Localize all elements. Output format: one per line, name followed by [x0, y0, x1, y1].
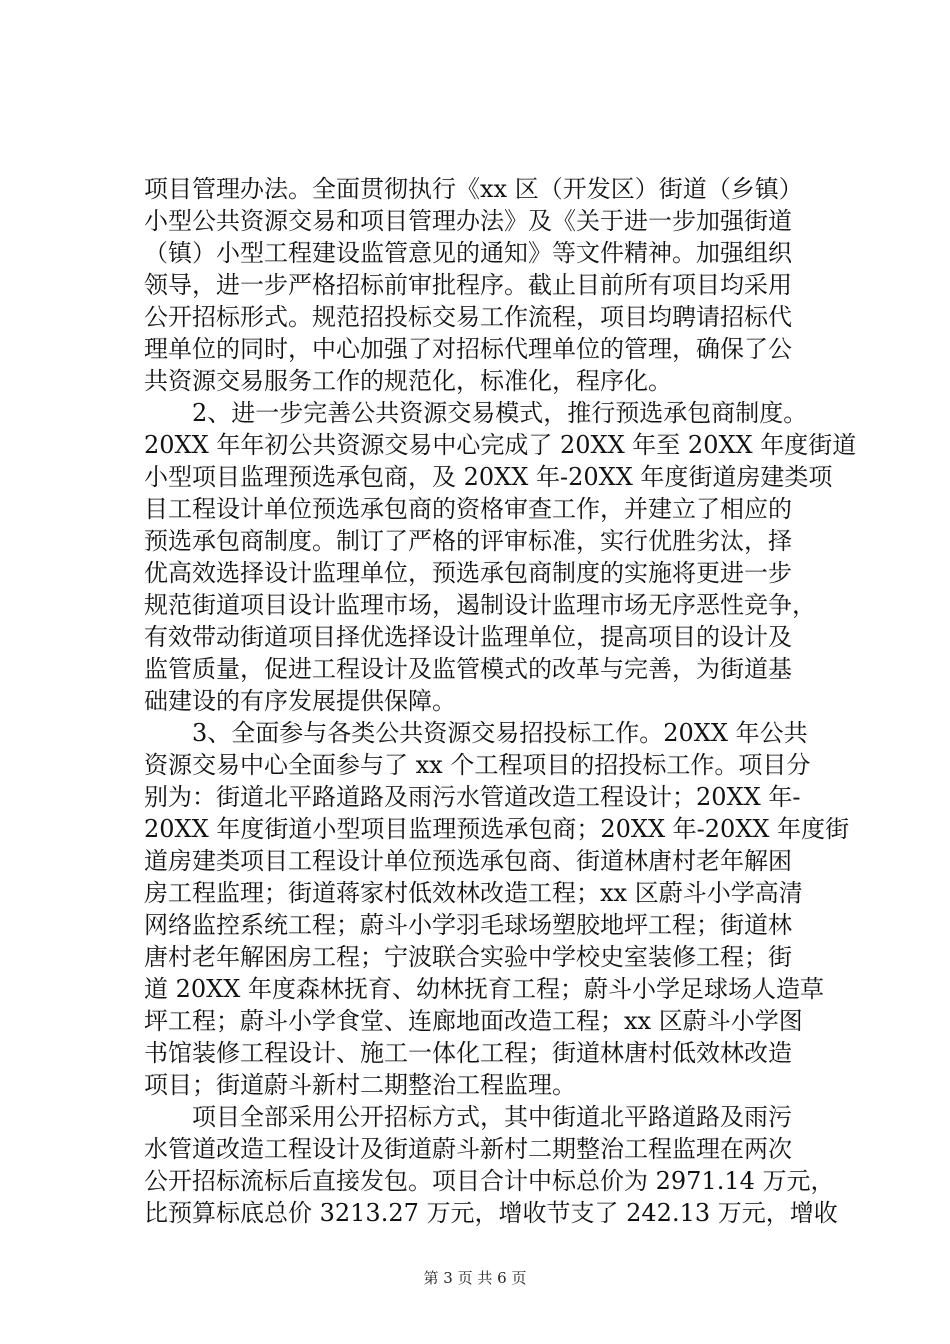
text-line: 书馆装修工程设计、施工一体化工程；街道林唐村低效林改造: [144, 1039, 792, 1067]
text-line: 唐村老年解困房工程；宁波联合实验中学校史室装修工程；街: [144, 943, 792, 971]
text-line: 网络监控系统工程；蔚斗小学羽毛球场塑胶地坪工程；街道林: [144, 911, 792, 939]
text-line: 础建设的有序发展提供保障。: [144, 687, 456, 715]
page-footer: [0, 1268, 950, 1288]
text-line: 领导，进一步严格招标前审批程序。截止目前所有项目均采用: [144, 271, 792, 299]
text-line: 目工程设计单位预选承包商的资格审查工作，并建立了相应的: [144, 495, 792, 523]
text-line: 优高效选择设计监理单位，预选承包商制度的实施将更进一步: [144, 559, 792, 587]
text-line: 公开招标形式。规范招投标交易工作流程，项目均聘请招标代: [144, 303, 792, 331]
text-line: 公开招标流标后直接发包。项目合计中标总价为 2971.14 万元，: [144, 1167, 835, 1195]
text-line: 坪工程；蔚斗小学食堂、连廊地面改造工程；xx 区蔚斗小学图: [144, 1007, 803, 1035]
text-line: 项目全部采用公开招标方式，其中街道北平路道路及雨污: [144, 1103, 792, 1131]
text-line: 项目；街道蔚斗新村二期整治工程监理。: [144, 1071, 576, 1099]
text-line: 小型项目监理预选承包商，及 20XX 年-20XX 年度街道房建类项: [144, 463, 833, 491]
text-line: 2、进一步完善公共资源交易模式，推行预选承包商制度。: [144, 399, 808, 427]
text-line: 小型公共资源交易和项目管理办法》及《关于进一步加强街道: [144, 207, 792, 235]
text-line: 共资源交易服务工作的规范化，标准化，程序化。: [144, 367, 672, 395]
text-line: 道 20XX 年度森林抚育、幼林抚育工程；蔚斗小学足球场人造草: [144, 975, 824, 1003]
text-line: 有效带动街道项目择优选择设计监理单位，提高项目的设计及: [144, 623, 792, 651]
text-line: 3、全面参与各类公共资源交易招投标工作。20XX 年公共: [144, 719, 808, 747]
text-line: 监管质量，促进工程设计及监管模式的改革与完善，为街道基: [144, 655, 792, 683]
text-line: 20XX 年年初公共资源交易中心完成了 20XX 年至 20XX 年度街道: [144, 431, 857, 459]
text-line: 房工程监理；街道蒋家村低效林改造工程；xx 区蔚斗小学高清: [144, 879, 803, 907]
document-body: [144, 173, 857, 1229]
text-line: 道房建类项目工程设计单位预选承包商、街道林唐村老年解困: [144, 847, 792, 875]
text-line: 理单位的同时，中心加强了对招标代理单位的管理，确保了公: [144, 335, 792, 363]
text-line: 水管道改造工程设计及街道蔚斗新村二期整治工程监理在两次: [144, 1135, 792, 1163]
page-number-label: 第 3 页 共 6 页: [423, 1269, 527, 1287]
text-line: 资源交易中心全面参与了 xx 个工程项目的招投标工作。项目分: [144, 751, 811, 779]
text-line: 规范街道项目设计监理市场，遏制设计监理市场无序恶性竞争，: [144, 591, 816, 619]
text-line: 预选承包商制度。制订了严格的评审标准，实行优胜劣汰，择: [144, 527, 792, 555]
text-line: 别为：街道北平路道路及雨污水管道改造工程设计；20XX 年-: [144, 783, 801, 811]
text-line: 比预算标底总价 3213.27 万元，增收节支了 242.13 万元，增收: [144, 1199, 838, 1227]
text-line: 项目管理办法。全面贯彻执行《xx 区（开发区）街道（乡镇）: [144, 175, 803, 203]
text-line: （镇）小型工程建设监管意见的通知》等文件精神。加强组织: [144, 239, 792, 267]
text-line: 20XX 年度街道小型项目监理预选承包商；20XX 年-20XX 年度街: [144, 815, 850, 843]
